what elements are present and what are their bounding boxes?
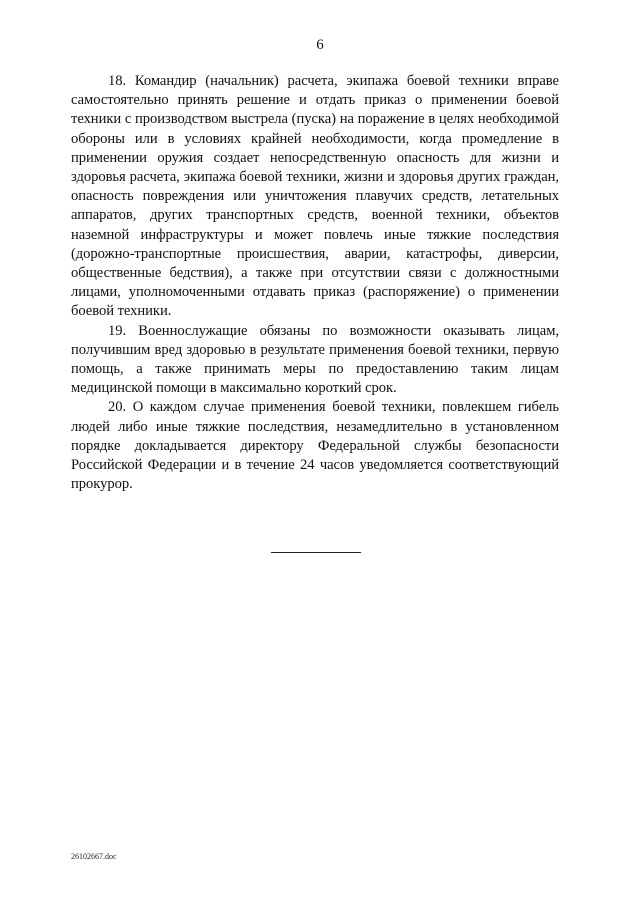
end-separator-line [271,552,361,553]
document-body [71,72,559,494]
paragraph-18: 18. Командир (начальник) расчета, экипажа боевой техники вправе самостоятельно принять решение и отдать приказ о применении боевой техники с производством выстрела (пуска) на поражение в целях необходимой обороны или в условиях крайней необходимости, когда промедление в применении оружия создает непосредственную опасность для жизни и здоровья расчета, экипажа боевой техники, жизни и здоровья других граждан, опасность повреждения или уничтожения плавучих средств, летательных аппаратов, других транспортных средств, военной техники, объектов наземной инфраструктуры и может повлечь иные тяжкие последствия (дорожно-транспортные происшествия, аварии, катастрофы, диверсии, общественные бедствия), а также при отсутствии связи с должностными лицами, уполномоченными отдавать приказ (распоряжение) о применении боевой техники. [71,73,559,320]
paragraph-19: 19. Военнослужащие обязаны по возможности оказывать лицам, получившим вред здоровью в результате применения боевой техники, первую помощь, а также принимать меры по предоставлению таким лицам медицинской помощи в максимально короткий срок. [71,322,559,397]
page-number: 6 [316,37,324,53]
paragraph-20: 20. О каждом случае применения боевой техники, повлекшем гибель людей либо иные тяжкие последствия, незамедлительно в установленном порядке докладывается директору Федеральной службы безопасности Российской Федерации и в течение 24 часов уведомляется соответствующий прокурор. [71,399,559,493]
file-reference: 26102667.doc [71,852,117,861]
